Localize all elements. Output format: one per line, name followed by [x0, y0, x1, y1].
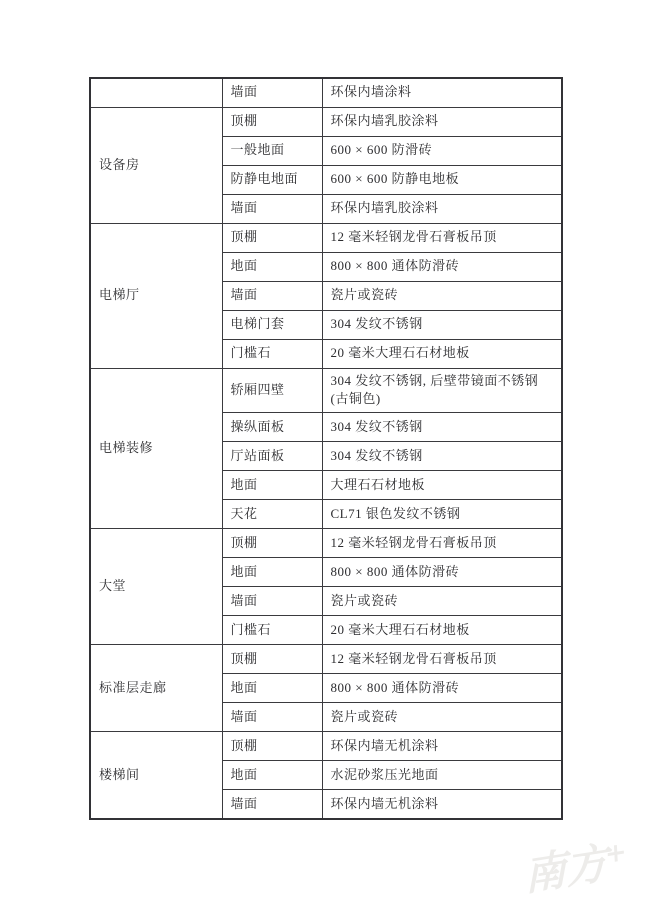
material-cell: 大理石石材地板	[322, 471, 562, 500]
table-row	[90, 368, 562, 413]
area-cell: 电梯厅	[90, 223, 222, 368]
item-cell: 天花	[222, 500, 322, 529]
material-cell: 20 毫米大理石石材地板	[322, 616, 562, 645]
material-cell: 水泥砂浆压光地面	[322, 761, 562, 790]
material-cell: 瓷片或瓷砖	[322, 281, 562, 310]
item-cell: 门槛石	[222, 616, 322, 645]
material-cell: 600 × 600 防静电地板	[322, 165, 562, 194]
material-cell: 304 发纹不锈钢	[322, 310, 562, 339]
nanfang-plus-watermark	[523, 823, 650, 920]
item-cell: 顶棚	[222, 107, 322, 136]
item-cell: 墙面	[222, 281, 322, 310]
item-cell: 电梯门套	[222, 310, 322, 339]
item-cell: 防静电地面	[222, 165, 322, 194]
material-cell: 12 毫米轻钢龙骨石膏板吊顶	[322, 529, 562, 558]
item-cell: 地面	[222, 252, 322, 281]
material-cell: 600 × 600 防滑砖	[322, 136, 562, 165]
area-cell: 楼梯间	[90, 732, 222, 819]
material-cell: 20 毫米大理石石材地板	[322, 339, 562, 368]
item-cell: 地面	[222, 761, 322, 790]
material-cell: 环保内墙涂料	[322, 78, 562, 107]
watermark-text: 南方	[523, 837, 609, 901]
material-cell: 800 × 800 通体防滑砖	[322, 252, 562, 281]
item-cell: 操纵面板	[222, 413, 322, 442]
material-cell: 环保内墙无机涂料	[322, 732, 562, 761]
item-cell: 顶棚	[222, 529, 322, 558]
material-cell: 瓷片或瓷砖	[322, 587, 562, 616]
material-cell: 环保内墙乳胶涂料	[322, 194, 562, 223]
table-row	[90, 645, 562, 674]
table-row	[90, 529, 562, 558]
table-row	[90, 78, 562, 107]
area-cell: 大堂	[90, 529, 222, 645]
area-cell	[90, 78, 222, 107]
item-cell: 顶棚	[222, 732, 322, 761]
material-cell: 800 × 800 通体防滑砖	[322, 558, 562, 587]
area-cell: 标准层走廊	[90, 645, 222, 732]
material-cell: 12 毫米轻钢龙骨石膏板吊顶	[322, 645, 562, 674]
item-cell: 一般地面	[222, 136, 322, 165]
item-cell: 门槛石	[222, 339, 322, 368]
area-cell: 电梯装修	[90, 368, 222, 529]
item-cell: 墙面	[222, 194, 322, 223]
table-row	[90, 107, 562, 136]
table-row	[90, 223, 562, 252]
material-cell: 304 发纹不锈钢, 后壁带镜面不锈钢 (古铜色)	[322, 368, 562, 413]
item-cell: 轿厢四壁	[222, 368, 322, 413]
watermark-plus-icon: +	[604, 836, 628, 871]
item-cell: 厅站面板	[222, 442, 322, 471]
item-cell: 顶棚	[222, 223, 322, 252]
material-cell: 800 × 800 通体防滑砖	[322, 674, 562, 703]
material-cell: 304 发纹不锈钢	[322, 413, 562, 442]
item-cell: 墙面	[222, 78, 322, 107]
finish-schedule-body	[90, 78, 562, 819]
item-cell: 地面	[222, 471, 322, 500]
item-cell: 墙面	[222, 790, 322, 819]
item-cell: 墙面	[222, 587, 322, 616]
item-cell: 墙面	[222, 703, 322, 732]
material-cell: 环保内墙乳胶涂料	[322, 107, 562, 136]
material-cell: 环保内墙无机涂料	[322, 790, 562, 819]
item-cell: 地面	[222, 674, 322, 703]
material-cell: 瓷片或瓷砖	[322, 703, 562, 732]
area-cell: 设备房	[90, 107, 222, 223]
material-cell: CL71 银色发纹不锈钢	[322, 500, 562, 529]
item-cell: 顶棚	[222, 645, 322, 674]
table-row	[90, 732, 562, 761]
material-cell: 304 发纹不锈钢	[322, 442, 562, 471]
material-cell: 12 毫米轻钢龙骨石膏板吊顶	[322, 223, 562, 252]
finish-schedule-table	[89, 77, 563, 820]
item-cell: 地面	[222, 558, 322, 587]
